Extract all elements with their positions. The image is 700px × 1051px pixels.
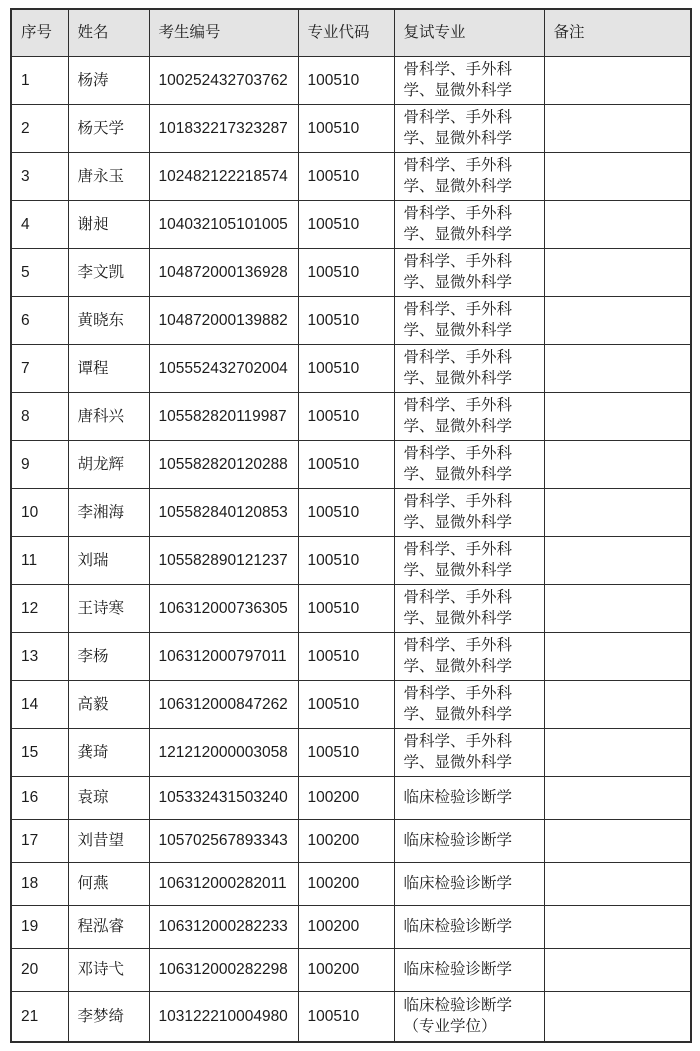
table-row — [11, 728, 691, 776]
cell-no: 16 — [11, 776, 68, 819]
table-row — [11, 948, 691, 991]
table-row — [11, 296, 691, 344]
cell-candidate_id: 121212000003058 — [149, 728, 298, 776]
cell-candidate_id: 104032105101005 — [149, 200, 298, 248]
cell-no: 17 — [11, 819, 68, 862]
cell-major_code: 100510 — [298, 632, 394, 680]
cell-candidate_id: 106312000282298 — [149, 948, 298, 991]
table-row — [11, 680, 691, 728]
column-header-name: 姓名 — [68, 9, 149, 56]
cell-major: 临床检验诊断学 — [394, 905, 544, 948]
cell-name: 李湘海 — [68, 488, 149, 536]
cell-remark — [544, 536, 691, 584]
cell-name: 袁琼 — [68, 776, 149, 819]
cell-candidate_id: 106312000797011 — [149, 632, 298, 680]
cell-major: 临床检验诊断学 — [394, 819, 544, 862]
cell-name: 高毅 — [68, 680, 149, 728]
table-row — [11, 200, 691, 248]
cell-remark — [544, 344, 691, 392]
cell-major: 骨科学、手外科学、显微外科学 — [394, 296, 544, 344]
cell-name: 谢昶 — [68, 200, 149, 248]
cell-name: 李梦绮 — [68, 991, 149, 1042]
cell-major_code: 100510 — [298, 56, 394, 104]
cell-no: 6 — [11, 296, 68, 344]
cell-no: 4 — [11, 200, 68, 248]
cell-major: 骨科学、手外科学、显微外科学 — [394, 584, 544, 632]
column-header-candidate_id: 考生编号 — [149, 9, 298, 56]
cell-major: 临床检验诊断学 — [394, 948, 544, 991]
cell-candidate_id: 106312000847262 — [149, 680, 298, 728]
cell-major: 临床检验诊断学 — [394, 862, 544, 905]
cell-remark — [544, 776, 691, 819]
cell-name: 唐科兴 — [68, 392, 149, 440]
cell-major_code: 100200 — [298, 819, 394, 862]
cell-candidate_id: 105552432702004 — [149, 344, 298, 392]
cell-no: 1 — [11, 56, 68, 104]
cell-no: 7 — [11, 344, 68, 392]
table-row — [11, 440, 691, 488]
cell-major: 骨科学、手外科学、显微外科学 — [394, 104, 544, 152]
cell-remark — [544, 948, 691, 991]
cell-no: 21 — [11, 991, 68, 1042]
cell-no: 10 — [11, 488, 68, 536]
table-row — [11, 862, 691, 905]
cell-name: 杨涛 — [68, 56, 149, 104]
cell-major_code: 100510 — [298, 152, 394, 200]
cell-major: 骨科学、手外科学、显微外科学 — [394, 632, 544, 680]
cell-no: 14 — [11, 680, 68, 728]
table-row — [11, 248, 691, 296]
table-row — [11, 344, 691, 392]
cell-no: 11 — [11, 536, 68, 584]
cell-name: 黄晓东 — [68, 296, 149, 344]
cell-candidate_id: 105582820119987 — [149, 392, 298, 440]
cell-candidate_id: 105702567893343 — [149, 819, 298, 862]
cell-no: 13 — [11, 632, 68, 680]
cell-remark — [544, 152, 691, 200]
cell-major: 骨科学、手外科学、显微外科学 — [394, 728, 544, 776]
cell-remark — [544, 488, 691, 536]
cell-remark — [544, 296, 691, 344]
cell-major_code: 100200 — [298, 905, 394, 948]
cell-candidate_id: 106312000282233 — [149, 905, 298, 948]
cell-no: 19 — [11, 905, 68, 948]
cell-candidate_id: 106312000282011 — [149, 862, 298, 905]
cell-name: 龚琦 — [68, 728, 149, 776]
cell-no: 12 — [11, 584, 68, 632]
cell-no: 9 — [11, 440, 68, 488]
cell-name: 刘瑞 — [68, 536, 149, 584]
cell-name: 李杨 — [68, 632, 149, 680]
cell-remark — [544, 248, 691, 296]
cell-major_code: 100510 — [298, 536, 394, 584]
column-header-major_code: 专业代码 — [298, 9, 394, 56]
cell-major_code: 100510 — [298, 104, 394, 152]
cell-remark — [544, 392, 691, 440]
cell-candidate_id: 101832217323287 — [149, 104, 298, 152]
table-row — [11, 536, 691, 584]
cell-name: 刘昔望 — [68, 819, 149, 862]
cell-candidate_id: 105582890121237 — [149, 536, 298, 584]
cell-candidate_id: 105582840120853 — [149, 488, 298, 536]
table-row — [11, 56, 691, 104]
cell-major: 骨科学、手外科学、显微外科学 — [394, 344, 544, 392]
cell-major: 骨科学、手外科学、显微外科学 — [394, 248, 544, 296]
cell-name: 胡龙辉 — [68, 440, 149, 488]
cell-remark — [544, 862, 691, 905]
table-header — [11, 9, 691, 56]
cell-no: 3 — [11, 152, 68, 200]
column-header-major: 复试专业 — [394, 9, 544, 56]
cell-name: 何燕 — [68, 862, 149, 905]
table-row — [11, 905, 691, 948]
cell-major: 骨科学、手外科学、显微外科学 — [394, 536, 544, 584]
cell-major_code: 100510 — [298, 200, 394, 248]
cell-candidate_id: 102482122218574 — [149, 152, 298, 200]
cell-remark — [544, 200, 691, 248]
cell-remark — [544, 632, 691, 680]
cell-major_code: 100510 — [298, 248, 394, 296]
table-row — [11, 584, 691, 632]
cell-remark — [544, 819, 691, 862]
cell-no: 2 — [11, 104, 68, 152]
cell-candidate_id: 104872000139882 — [149, 296, 298, 344]
cell-major_code: 100510 — [298, 991, 394, 1042]
cell-name: 王诗寒 — [68, 584, 149, 632]
cell-major: 骨科学、手外科学、显微外科学 — [394, 200, 544, 248]
cell-remark — [544, 905, 691, 948]
cell-candidate_id: 106312000736305 — [149, 584, 298, 632]
cell-major_code: 100510 — [298, 392, 394, 440]
cell-candidate_id: 105332431503240 — [149, 776, 298, 819]
table-row — [11, 819, 691, 862]
cell-major_code: 100510 — [298, 344, 394, 392]
cell-major_code: 100510 — [298, 728, 394, 776]
cell-major_code: 100200 — [298, 862, 394, 905]
table-row — [11, 152, 691, 200]
column-header-no: 序号 — [11, 9, 68, 56]
cell-major: 骨科学、手外科学、显微外科学 — [394, 152, 544, 200]
cell-major_code: 100510 — [298, 584, 394, 632]
cell-remark — [544, 991, 691, 1042]
admission-roster-table — [10, 8, 692, 1043]
cell-candidate_id: 104872000136928 — [149, 248, 298, 296]
table-row — [11, 488, 691, 536]
cell-name: 程泓睿 — [68, 905, 149, 948]
table-row — [11, 991, 691, 1042]
cell-name: 邓诗弋 — [68, 948, 149, 991]
cell-no: 5 — [11, 248, 68, 296]
table-body — [11, 56, 691, 1042]
cell-major: 骨科学、手外科学、显微外科学 — [394, 680, 544, 728]
cell-no: 8 — [11, 392, 68, 440]
cell-name: 杨天学 — [68, 104, 149, 152]
cell-candidate_id: 103122210004980 — [149, 991, 298, 1042]
cell-remark — [544, 728, 691, 776]
cell-major: 骨科学、手外科学、显微外科学 — [394, 488, 544, 536]
cell-remark — [544, 680, 691, 728]
cell-name: 李文凯 — [68, 248, 149, 296]
cell-remark — [544, 584, 691, 632]
cell-major_code: 100510 — [298, 680, 394, 728]
cell-no: 20 — [11, 948, 68, 991]
column-header-remark: 备注 — [544, 9, 691, 56]
cell-major: 骨科学、手外科学、显微外科学 — [394, 392, 544, 440]
table-row — [11, 104, 691, 152]
cell-remark — [544, 56, 691, 104]
cell-major: 骨科学、手外科学、显微外科学 — [394, 440, 544, 488]
table-row — [11, 392, 691, 440]
cell-major_code: 100200 — [298, 776, 394, 819]
cell-no: 15 — [11, 728, 68, 776]
cell-major: 临床检验诊断学 — [394, 776, 544, 819]
cell-name: 唐永玉 — [68, 152, 149, 200]
cell-major: 临床检验诊断学（专业学位） — [394, 991, 544, 1042]
cell-remark — [544, 440, 691, 488]
cell-candidate_id: 100252432703762 — [149, 56, 298, 104]
cell-major_code: 100510 — [298, 440, 394, 488]
table-header-row — [11, 9, 691, 56]
cell-major_code: 100510 — [298, 488, 394, 536]
cell-major: 骨科学、手外科学、显微外科学 — [394, 56, 544, 104]
cell-major_code: 100200 — [298, 948, 394, 991]
cell-candidate_id: 105582820120288 — [149, 440, 298, 488]
cell-no: 18 — [11, 862, 68, 905]
table-row — [11, 632, 691, 680]
cell-remark — [544, 104, 691, 152]
table-row — [11, 776, 691, 819]
cell-name: 谭程 — [68, 344, 149, 392]
cell-major_code: 100510 — [298, 296, 394, 344]
